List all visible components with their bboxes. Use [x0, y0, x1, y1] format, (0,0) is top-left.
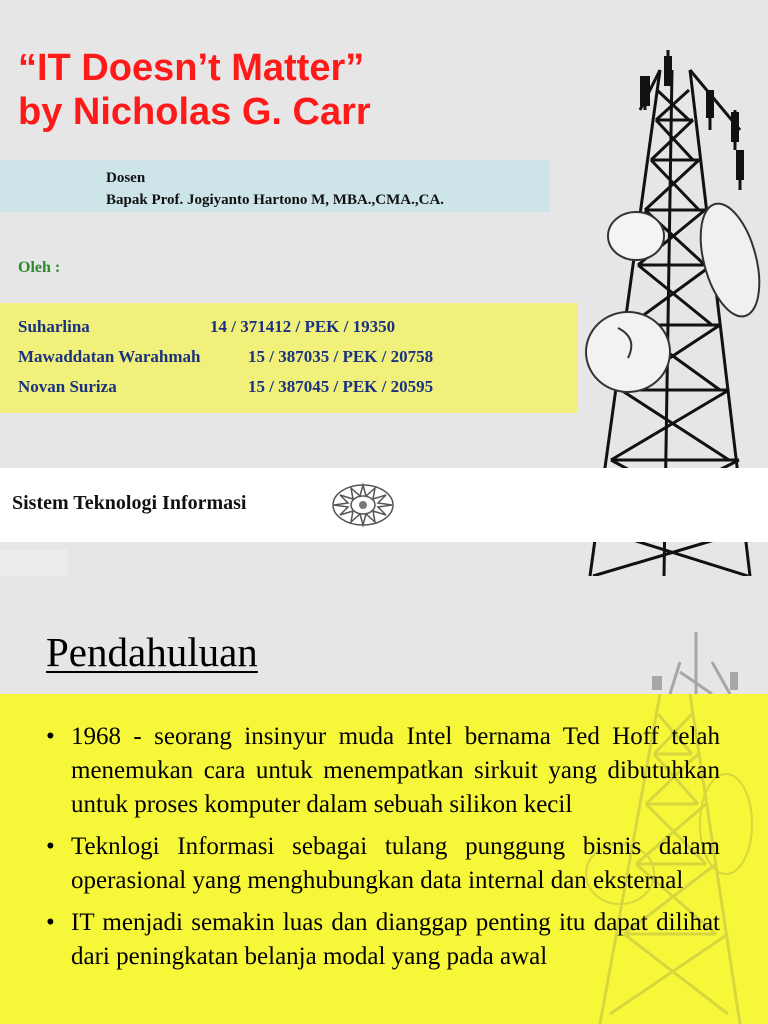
author-row	[18, 377, 434, 397]
list-item: • 1968 - seorang insinyur muda Intel bernama Ted Hoff telah menemukan cara untuk menempatkan sirkuit yang dibutuhkan untuk proses komputer dalam sebuah silikon kecil	[46, 720, 720, 822]
author-row	[18, 347, 434, 367]
author-id: 15 / 387045 / PEK / 20595	[248, 377, 434, 396]
lecturer-box	[0, 160, 550, 212]
list-item: • IT menjadi semakin luas dan dianggap penting itu dapat dilihat dari peningkatan belanja modal yang pada awal	[46, 906, 720, 974]
authors-box	[0, 303, 578, 413]
university-seal-icon	[330, 482, 396, 533]
slide-heading: Pendahuluan	[46, 629, 258, 675]
author-name: Mawaddatan Warahmah	[18, 347, 201, 366]
author-name: Novan Suriza	[18, 377, 117, 396]
author-id: 14 / 371412 / PEK / 19350	[210, 317, 396, 336]
title-line-2: by Nicholas G. Carr	[18, 91, 371, 133]
presentation-title	[18, 46, 371, 134]
lecturer-label: Dosen	[106, 170, 146, 186]
intro-slide	[0, 576, 768, 1024]
telecom-tower-icon	[640, 632, 768, 694]
author-row	[18, 317, 396, 337]
author-id: 15 / 387035 / PEK / 20758	[248, 347, 434, 366]
faint-block	[0, 550, 68, 576]
list-item: • Teknlogi Informasi sebagai tulang punggung bisnis dalam operasional yang menghubungkan data internal dan eksternal	[46, 830, 720, 898]
course-title: Sistem Teknologi Informasi	[12, 492, 247, 514]
lecturer-name: Bapak Prof. Jogiyanto Hartono M, MBA.,CMA.,CA.	[106, 192, 445, 208]
authors-label: Oleh :	[18, 259, 61, 276]
title-line-1: “IT Doesn’t Matter”	[18, 47, 365, 89]
author-name: Suharlina	[18, 317, 90, 336]
bullet-list	[46, 720, 720, 982]
